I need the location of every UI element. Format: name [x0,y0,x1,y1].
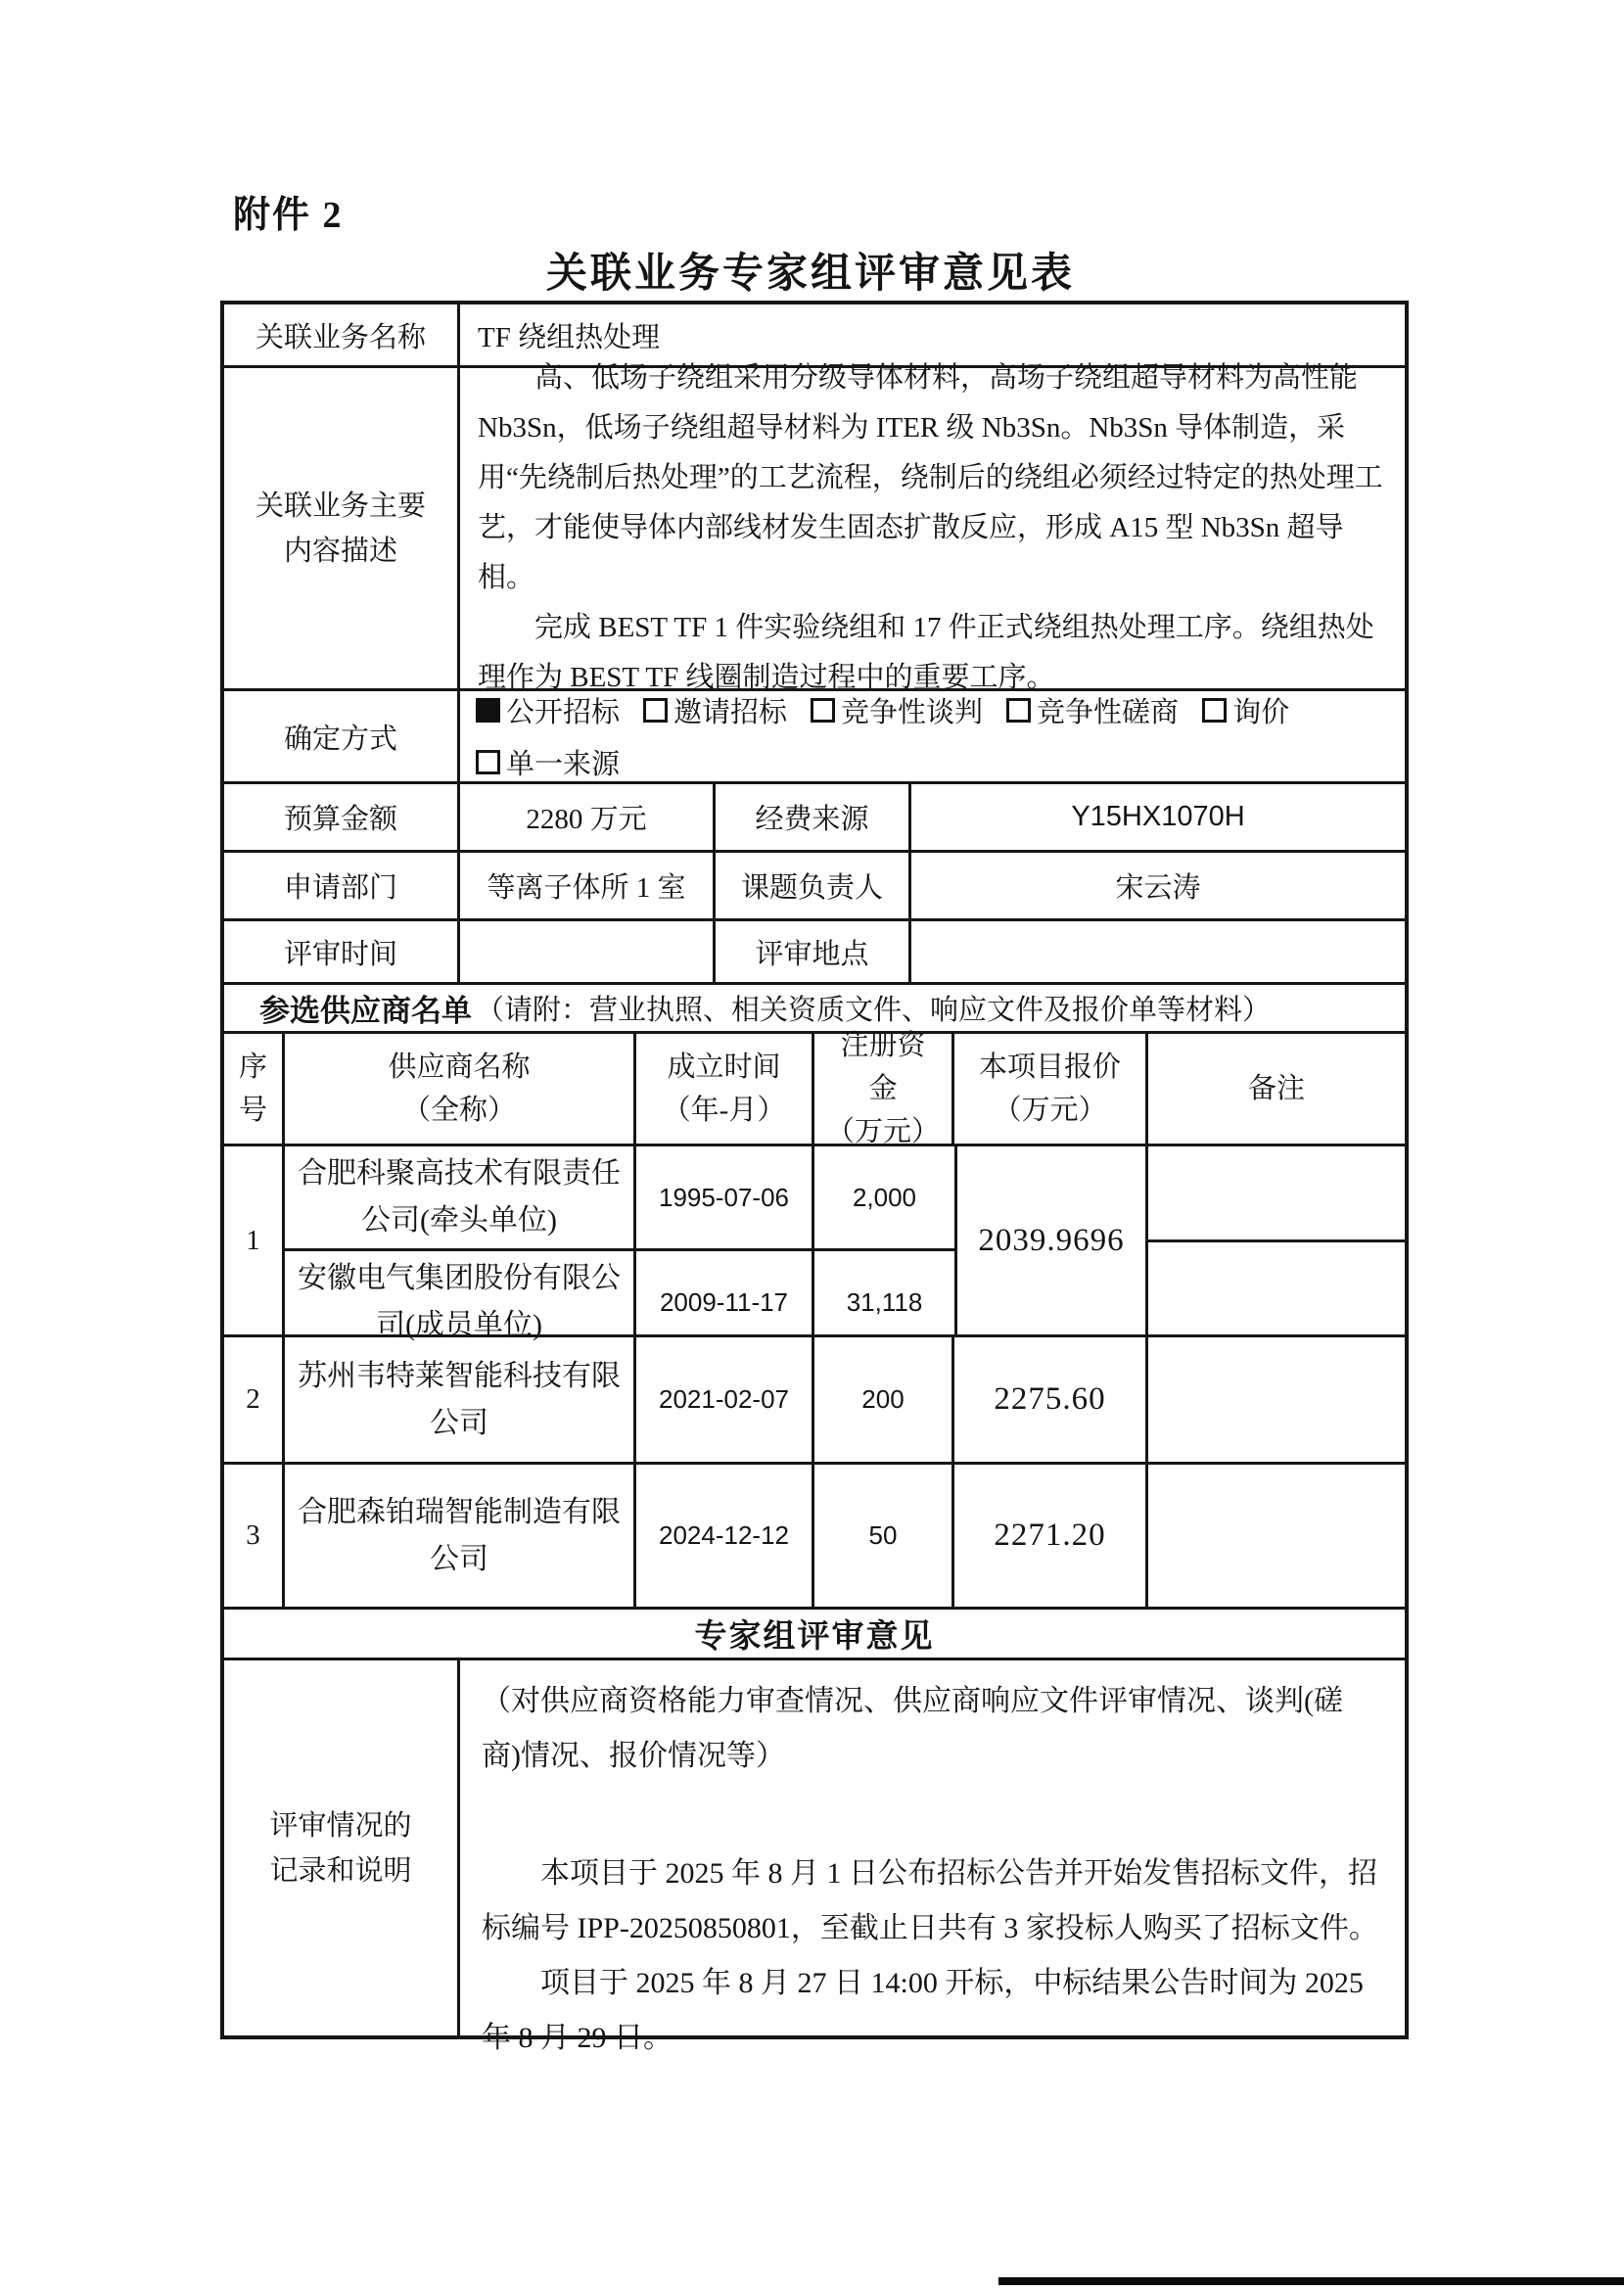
column-header-capital: 注册资 金 （万元） [814,1034,954,1144]
suppliers-table-header [224,1030,1405,1147]
page-title: 关联业务专家组评审意见表 [545,252,1075,297]
checkbox-empty-icon [1006,698,1031,723]
row-review-time [224,921,1405,985]
supplier-3-founded: 2024-12-12 [636,1465,814,1607]
budget-label: 预算金额 [224,784,460,850]
row-department [224,853,1405,921]
method-label: 确定方式 [224,691,460,781]
supplier-1-members [285,1146,954,1341]
review-place-label: 评审地点 [716,921,911,982]
method-options-line-1 [476,690,1289,730]
method-options-line-2 [476,742,620,782]
checkbox-empty-icon [1202,698,1227,723]
supplier-row-3 [224,1465,1405,1610]
suppliers-section-title [224,985,1405,1031]
budget-value: 2280 万元 [460,784,716,850]
column-header-remark: 备注 [1247,1073,1305,1104]
checkbox-empty-icon [811,698,835,723]
column-header-no: 序 号 [224,1034,285,1144]
supplier-1-remark-top [1148,1146,1405,1242]
supplier-3-bid: 2271.20 [954,1465,1148,1607]
review-record-content [460,1660,1405,2054]
suppliers-title-bold: 参选供应商名单 [259,994,472,1028]
supplier-row-1 [224,1146,1405,1341]
row-review-record [224,1660,1405,2054]
checkbox-checked-icon [476,698,500,723]
supplier-2-no: 2 [224,1337,285,1462]
member-2-founded: 2009-11-17 [636,1251,814,1353]
leader-value: 宋云涛 [1115,872,1201,904]
review-record-paragraph-1: 本项目于 2025 年 8 月 1 日公布招标公告并开始发售招标文件，招标编号 IPP-20250850801，至截止日共有 3 家投标人购买了招标文件。 [482,1857,1378,1944]
supplier-2-bid: 2275.60 [954,1337,1148,1462]
review-record-paragraph-2: 项目于 2025 年 8 月 27 日 14:00 开标，中标结果公告时间为 2025 年 8 月 29 日。 [482,1967,1364,2054]
option-competitive-consultation: 竞争性磋商 [1006,690,1179,730]
supplier-2-name: 苏州韦特莱智能科技有限公司 [285,1337,636,1462]
attachment-label: 附件 2 [233,195,344,236]
supplier-3-no: 3 [224,1465,285,1607]
member-1-name: 合肥科聚高技术有限责任公司(牵头单位) [285,1146,636,1248]
supplier-3-name: 合肥森铂瑞智能制造有限公司 [285,1465,636,1607]
supplier-2-remark [1148,1337,1405,1462]
leader-label: 课题负责人 [716,853,911,918]
department-value: 等离子体所 1 室 [460,853,716,918]
expert-section-header [224,1610,1405,1660]
review-form-table [220,301,1409,2054]
supplier-1-remark-bottom [1148,1242,1405,1335]
supplier-1-no: 1 [224,1146,285,1334]
business-name-value: TF 绕组热处理 [478,321,661,353]
supplier-3-capital: 50 [814,1465,954,1607]
review-place-value [911,921,1405,982]
suppliers-section-header [224,985,1405,1034]
option-inquiry: 询价 [1202,690,1289,730]
row-description [224,362,1405,693]
business-name-label: 关联业务名称 [224,304,460,365]
method-options [460,691,1405,781]
description-paragraph-2: 完成 BEST TF 1 件实验绕组和 17 件正式绕组热处理工序。绕组热处理作为 BEST TF 线圈制造过程中的重要工序。 [478,612,1374,693]
funding-value: Y15HX1070H [1071,801,1245,832]
review-time-value [460,921,716,982]
column-header-bid: 本项目报价 （万元） [954,1034,1148,1144]
description-label: 关联业务主要 内容描述 [224,368,460,688]
checkbox-empty-icon [643,698,668,723]
review-record-label: 评审情况的 记录和说明 [224,1660,460,2035]
review-record-hint: （对供应商资格能力审查情况、供应商响应文件评审情况、谈判(磋商)情况、报价情况等） [482,1685,1343,1772]
member-1-founded: 1995-07-06 [636,1146,814,1248]
member-1-capital: 2,000 [852,1182,917,1212]
option-competitive-negotiation: 竞争性谈判 [811,690,983,730]
department-label: 申请部门 [224,853,460,918]
option-invited-bidding: 邀请招标 [643,690,787,730]
expert-section-title: 专家组评审意见 [694,1619,935,1655]
row-method [224,691,1405,784]
supplier-3-remark [1148,1465,1405,1607]
description-value [460,362,1405,693]
member-2-capital: 31,118 [846,1286,923,1317]
description-paragraph-1: 高、低场子绕组采用分级导体材料，高场子绕组超导材料为高性能 Nb3Sn，低场子绕组超导材料为 ITER 级 Nb3Sn。Nb3Sn 导体制造，采用“先绕制后热处理”的工艺流程，绕制后的绕组必须经过特定的热处理工艺，才能使导体内部线材发生固态扩散反应，形成 A15 型 Nb3Sn 超导相。 [478,362,1383,593]
option-single-source: 单一来源 [476,742,620,782]
checkbox-empty-icon [476,750,500,774]
supplier-1-remark [1148,1146,1405,1334]
option-public-bidding: 公开招标 [476,690,620,730]
suppliers-title-note: （请附：营业执照、相关资质文件、响应文件及报价单等材料） [476,995,1272,1026]
column-header-founded: 成立时间 （年-月） [636,1034,814,1144]
review-time-label: 评审时间 [224,921,460,982]
member-2-name: 安徽电气集团股份有限公司(成员单位) [285,1251,636,1353]
supplier-2-founded: 2021-02-07 [636,1337,814,1462]
supplier-1-bid: 2039.9696 [954,1146,1148,1334]
column-header-name: 供应商名称 （全称） [285,1034,636,1144]
supplier-1-member-1 [285,1146,954,1251]
supplier-row-2 [224,1337,1405,1465]
supplier-2-capital: 200 [814,1337,954,1462]
funding-label: 经费来源 [716,784,911,850]
row-budget [224,784,1405,853]
scan-edge-artifact [998,2277,1624,2285]
